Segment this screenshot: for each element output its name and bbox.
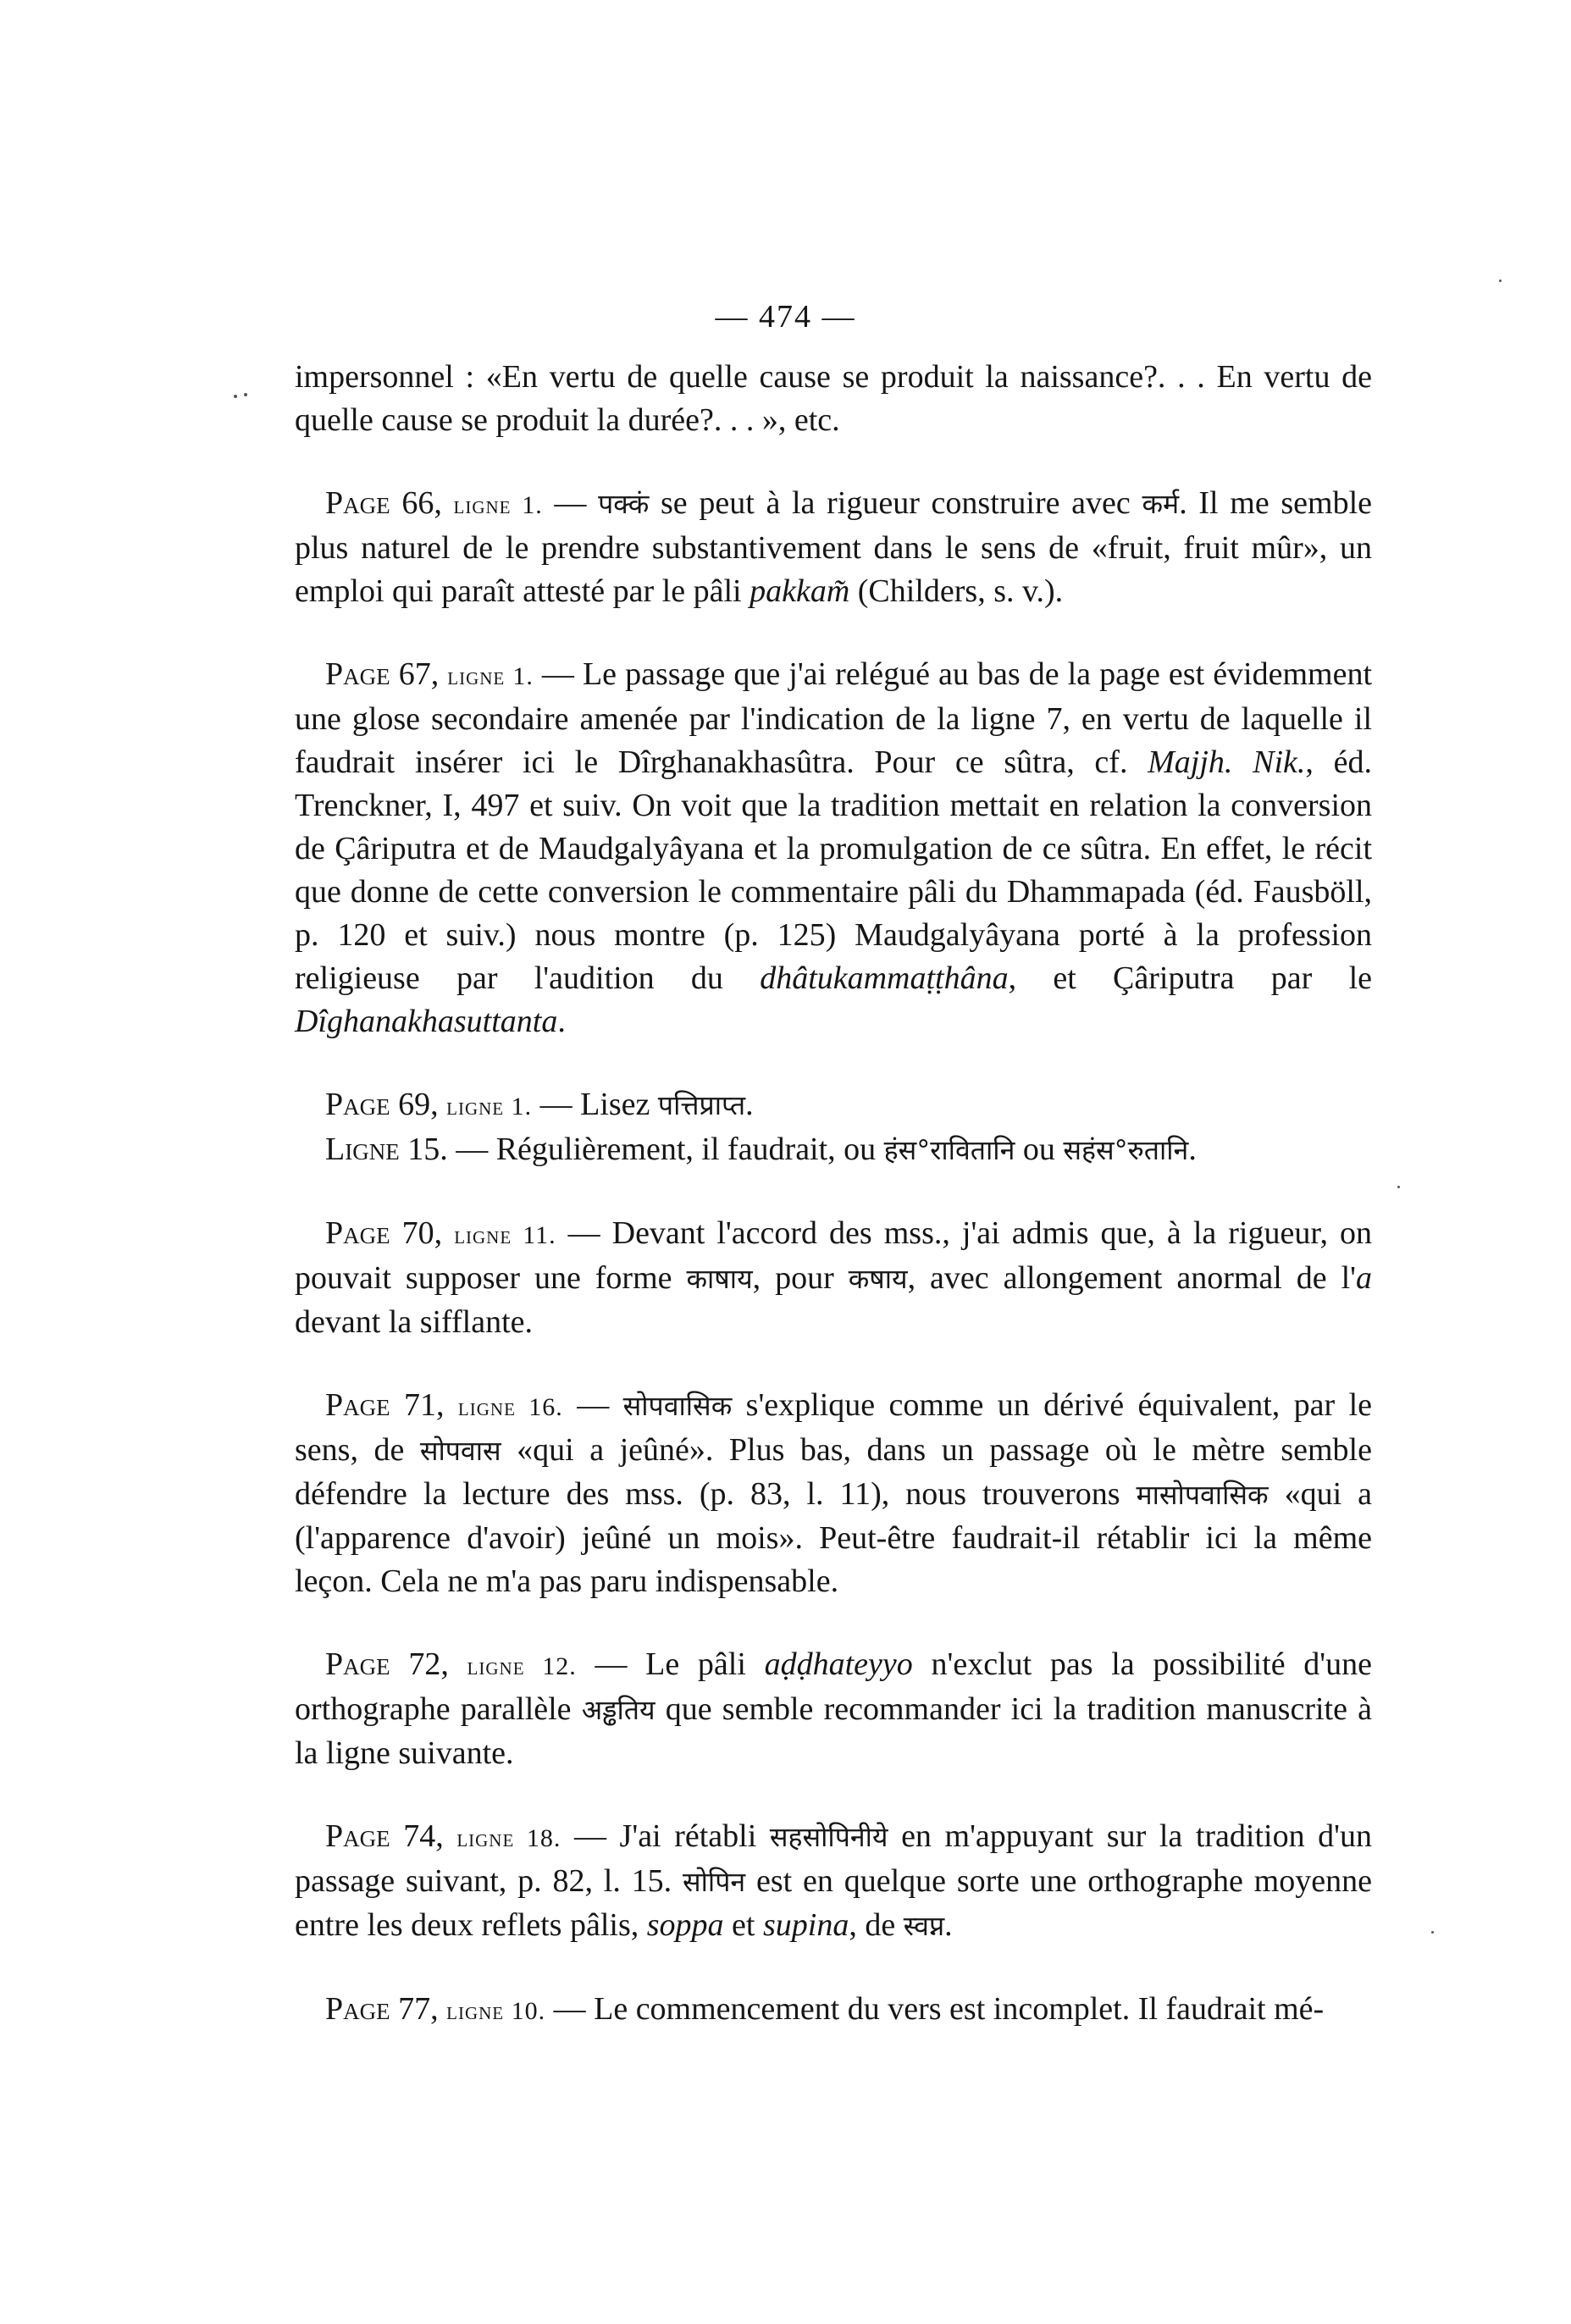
text-run: . bbox=[1188, 1132, 1197, 1167]
paragraph-page77 bbox=[295, 1988, 1372, 2033]
reference-page: Page 71, bbox=[325, 1387, 445, 1423]
text-run: — Le pâli bbox=[576, 1646, 765, 1682]
text-column bbox=[295, 356, 1372, 2072]
print-speck bbox=[234, 395, 237, 398]
reference-line: ligne 16. bbox=[457, 1393, 563, 1421]
print-speck bbox=[1499, 279, 1502, 282]
devanagari-term: हंस°रावितानि bbox=[883, 1134, 1015, 1166]
text-run: — bbox=[562, 1387, 623, 1423]
paragraph-page69 bbox=[295, 1083, 1372, 1128]
reference-line: ligne 12. bbox=[467, 1652, 577, 1680]
devanagari-term: सोपवास bbox=[419, 1435, 501, 1467]
text-run: , avec allongement anormal de l' bbox=[907, 1260, 1356, 1296]
text-run: et bbox=[723, 1907, 763, 1943]
text-run: est en quelque sorte une orthographe moyenne entre les deux reflets pâlis, bbox=[295, 1863, 1372, 1943]
text-run: «qui a jeûné». Plus bas, dans un passage où le mètre semble défendre la lecture des mss. (p. 83, l. 11), nous trouverons bbox=[295, 1432, 1372, 1512]
italic-term: a bbox=[1356, 1260, 1372, 1296]
devanagari-term: पत्तिप्राप्त bbox=[657, 1089, 746, 1121]
italic-term: soppa bbox=[646, 1907, 724, 1943]
paragraph-page74 bbox=[295, 1815, 1372, 1948]
text-run: — bbox=[542, 485, 599, 521]
italic-term: aḍḍhateyyo bbox=[764, 1646, 913, 1682]
text-run: — J'ai rétabli bbox=[561, 1818, 770, 1854]
paragraph-page66 bbox=[295, 482, 1372, 613]
devanagari-term: मासोपवासिक bbox=[1136, 1479, 1269, 1511]
reference-page: Page 74, bbox=[325, 1818, 444, 1854]
print-speck bbox=[1431, 1931, 1434, 1934]
text-run: . bbox=[557, 1004, 566, 1039]
italic-term: Majjh. Nik. bbox=[1148, 744, 1306, 780]
italic-term: Dîghanakhasuttanta bbox=[295, 1004, 558, 1039]
text-run: , de bbox=[849, 1907, 904, 1943]
text-run: , pour bbox=[752, 1260, 849, 1296]
text-run: . bbox=[745, 1087, 754, 1122]
devanagari-term: काषाय bbox=[686, 1263, 753, 1295]
reference-line: ligne 10. bbox=[446, 1997, 546, 2025]
text-run: . bbox=[944, 1907, 953, 1943]
reference-line: ligne 18. bbox=[456, 1824, 561, 1852]
devanagari-term: स्वप्न bbox=[903, 1910, 945, 1942]
italic-term: supina bbox=[762, 1907, 849, 1943]
reference-page: Page 72, bbox=[325, 1646, 449, 1682]
text-run: ou bbox=[1015, 1132, 1064, 1167]
text-run: (Childers, s. v.). bbox=[849, 573, 1064, 609]
reference-line: ligne 1. bbox=[453, 491, 543, 519]
devanagari-term: सोपिन bbox=[683, 1866, 746, 1898]
text-run: — Le passage que j'ai relégué au bas de la page est évidemment une glose secondaire amenée par l'indication de la ligne 7, en vertu de laquelle il faudrait insérer ici le Dîrghanakhasûtra. Pour ce sûtra, cf. bbox=[295, 656, 1373, 780]
devanagari-term: सहंस°रुतानि bbox=[1063, 1134, 1189, 1166]
page-number: — 474 — bbox=[715, 299, 856, 335]
reference-page: Ligne 15. bbox=[325, 1132, 448, 1167]
paragraph-page72 bbox=[295, 1643, 1372, 1775]
italic-term: dhâtukammaṭṭhâna bbox=[760, 960, 1009, 996]
reference-page: Page 77, bbox=[325, 1991, 439, 2027]
italic-term: pakkam̃ bbox=[750, 573, 850, 609]
print-speck bbox=[1397, 1186, 1400, 1188]
reference-line: ligne 1. bbox=[447, 662, 534, 690]
devanagari-term: कषाय bbox=[848, 1263, 908, 1295]
text-run: que semble recommander ici la tradition manuscrite à la ligne suivante. bbox=[295, 1691, 1372, 1771]
paragraph-ligne15 bbox=[295, 1128, 1372, 1172]
devanagari-term: कर्म bbox=[1142, 488, 1180, 520]
text-run: n'exclut pas la possibilité d'une orthographe parallèle bbox=[295, 1646, 1373, 1727]
reference-page: Page 67, bbox=[325, 656, 440, 692]
text-run: — Lisez bbox=[532, 1087, 658, 1122]
text-run: — Devant l'accord des mss., j'ai admis que, à la rigueur, on pouvait supposer une forme bbox=[295, 1215, 1372, 1296]
text-run: . Il me semble plus naturel de le prendre substantivement dans le sens de «fruit, fruit mûr», un emploi qui paraît attesté par le pâli bbox=[295, 485, 1373, 609]
text-run: s'explique comme un dérivé équivalent, par le sens, de bbox=[295, 1387, 1373, 1468]
paragraph-page70 bbox=[295, 1212, 1372, 1344]
text-run: — Le commencement du vers est incomplet. Il faudrait mé- bbox=[545, 1991, 1325, 2027]
text-run: , éd. Trenckner, I, 497 et suiv. On voit que la tradition mettait en relation la conversion de Çâriputra et de Maudgalyâyana et la promulgation de ce sûtra. En effet, le récit que donne de cette conversion le commentaire pâli du Dhammapada (éd. Fausböll, p. 120 et suiv.) nous montre (p. 125) Maudgalyâyana porté à la profession religieuse par l'audition du bbox=[295, 744, 1372, 996]
paragraph-intro bbox=[295, 356, 1372, 442]
text-run: devant la sifflante. bbox=[295, 1304, 534, 1340]
text-run: , et Çâriputra par le bbox=[1008, 960, 1372, 996]
devanagari-term: सोपवासिक bbox=[622, 1390, 733, 1422]
paragraph-page71 bbox=[295, 1384, 1372, 1603]
text-run: — Régulièrement, il faudrait, ou bbox=[447, 1132, 884, 1167]
text-run: se peut à la rigueur construire avec bbox=[649, 485, 1142, 521]
devanagari-term: पक्कं bbox=[598, 488, 650, 520]
print-speck bbox=[244, 393, 247, 396]
reference-page: Page 70, bbox=[325, 1215, 443, 1251]
reference-line: ligne 1. bbox=[446, 1093, 533, 1120]
text-run: impersonnel : «En vertu de quelle cause se produit la naissance?. . . En vertu de quelle cause se produit la durée?. . . », etc. bbox=[295, 359, 1372, 438]
reference-page: Page 66, bbox=[325, 485, 442, 521]
text-run: «qui a (l'apparence d'avoir) jeûné un mois». Peut-être faudrait-il rétablir ici la même leçon. Cela ne m'a pas paru indispensable. bbox=[295, 1476, 1372, 1599]
reference-page: Page 69, bbox=[325, 1087, 439, 1122]
reference-line: ligne 11. bbox=[454, 1221, 556, 1249]
text-run: en m'appuyant sur la tradition d'un passage suivant, p. 82, l. 15. bbox=[295, 1818, 1373, 1899]
paragraph-page67 bbox=[295, 653, 1372, 1043]
devanagari-term: अड्ढतिय bbox=[581, 1694, 656, 1726]
devanagari-term: सहसोपिनीये bbox=[769, 1821, 888, 1853]
